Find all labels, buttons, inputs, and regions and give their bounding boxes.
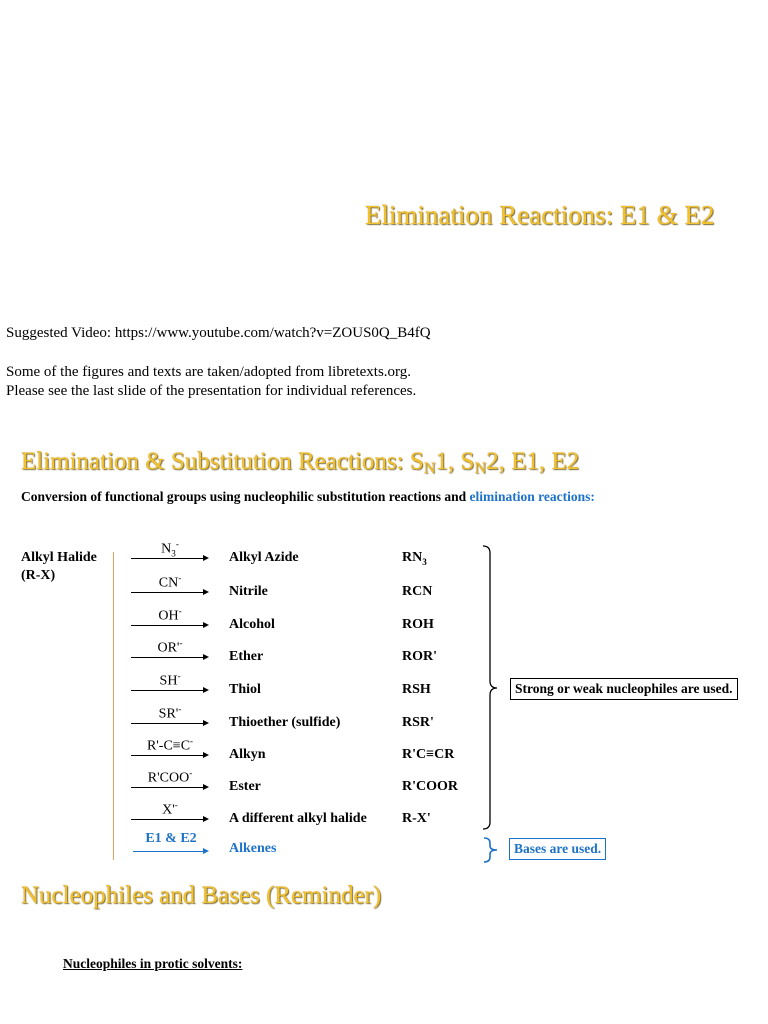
reaction-formula: $RN_3$ (402, 550, 427, 567)
reaction-product: Ester (229, 779, 261, 794)
conversion-description: Conversion of functional groups using nucleophilic substitution reactions and elimination reactions: (21, 489, 595, 504)
reaction-product: Alcohol (229, 617, 275, 632)
page-title: Elimination Reactions: E1 & E2 (365, 200, 715, 230)
reaction-reagent: OH- (158, 606, 182, 624)
elimination-highlight: elimination reactions: (469, 489, 595, 504)
elimination-reagent: E1 & E2 (145, 831, 197, 846)
reactant-formula: (R-X) (21, 568, 56, 583)
reaction-reagent: SR'- (158, 704, 182, 722)
reaction-formula: RSR' (402, 715, 434, 730)
reaction-arrow (131, 657, 207, 658)
reaction-reagent: R'-C≡C- (146, 736, 194, 754)
base-bracket (481, 837, 503, 863)
reaction-reagent: OR'- (157, 638, 183, 656)
nucleophile-bracket (480, 545, 500, 835)
source-note-line2: Please see the last slide of the presentation for individual references. (6, 383, 417, 399)
reaction-reagent: X'- (162, 800, 178, 818)
reaction-formula: R-X' (402, 811, 431, 826)
reaction-formula: R'COOR (402, 779, 458, 794)
elimination-arrow (133, 851, 207, 852)
source-note-line1: Some of the figures and texts are taken/adopted from libretexts.org. (6, 364, 412, 380)
reaction-reagent: CN- (158, 573, 182, 591)
reaction-product: Ether (229, 649, 264, 664)
reaction-arrow (131, 787, 207, 788)
reaction-arrow (131, 819, 207, 820)
reaction-product: Nitrile (229, 584, 268, 599)
reaction-formula: ROR' (402, 649, 437, 664)
reaction-arrow (131, 558, 207, 559)
reaction-arrow (131, 755, 207, 756)
suggested-video-text: Suggested Video: https://www.youtube.com/watch?v=ZOUS0Q_B4fQ (6, 325, 431, 341)
reaction-product: Alkyl Azide (229, 550, 299, 565)
reaction-reagent: SH- (159, 671, 181, 689)
reaction-formula: RSH (402, 682, 431, 697)
reaction-product: A different alkyl halide (229, 811, 367, 826)
reaction-formula: R'C≡CR (402, 747, 455, 762)
reactant-name: Alkyl Halide (21, 550, 97, 565)
reaction-arrow (131, 723, 207, 724)
reaction-arrow (131, 592, 207, 593)
reaction-product: Thiol (229, 682, 261, 697)
nucleophile-note: Strong or weak nucleophiles are used. (510, 678, 738, 700)
elimination-product: Alkenes (229, 841, 277, 856)
section-heading: Elimination & Substitution Reactions: SN1, SN2, E1, E2 (21, 448, 580, 477)
reactant-divider (113, 552, 114, 860)
base-note: Bases are used. (509, 838, 606, 860)
reaction-arrow (131, 625, 207, 626)
reminder-heading: Nucleophiles and Bases (Reminder) (21, 882, 382, 909)
reaction-reagent: $N_3^-$ (161, 539, 179, 559)
protic-label: Nucleophiles in protic solvents: (63, 956, 243, 971)
reaction-arrow (131, 690, 207, 691)
reaction-reagent: R'COO- (147, 768, 193, 786)
reaction-product: Alkyn (229, 747, 266, 762)
reaction-formula: ROH (402, 617, 434, 632)
reaction-product: Thioether (sulfide) (229, 715, 341, 730)
reaction-formula: RCN (402, 584, 433, 599)
